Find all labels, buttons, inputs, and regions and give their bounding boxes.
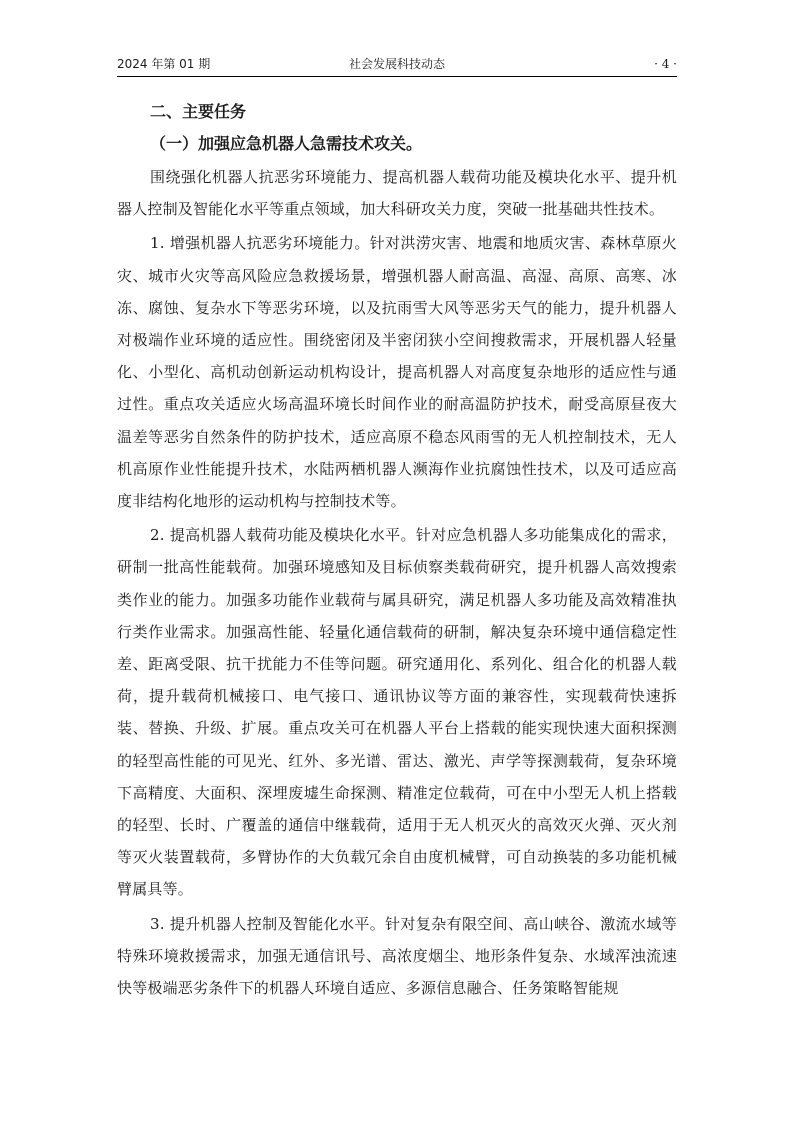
subsection-title: （一）加强应急机器人急需技术攻关。 [150,134,423,153]
page-header [117,56,677,77]
body-content [117,97,677,1004]
issue-label: 2024 年第 01 期 [117,57,211,71]
intro-paragraph: 围绕强化机器人抗恶劣环境能力、提高机器人载荷功能及模块化水平、提升机器人控制及智能化水平等重点领域，加大科研攻关力度，突破一批基础共性技术。 [117,168,677,219]
paragraph-3-control: 3. 提升机器人控制及智能化水平。针对复杂有限空间、高山峡谷、激流水域等特殊环境救援需求，加强无通信讯号、高浓度烟尘、地形条件复杂、水域浑浊流速快等极端恶劣条件下的机器人环境自适应、多源信息融合、任务策略智能规 [117,914,677,998]
paragraph-2-payload: 2. 提高机器人载荷功能及模块化水平。针对应急机器人多功能集成化的需求，研制一批高性能载荷。加强环境感知及目标侦察类载荷研究，提升机器人高效搜索类作业的能力。加强多功能作业载荷与属具研究，满足机器人多功能及高效精准执行类作业需求。加强高性能、轻量化通信载荷的研制，解决复杂环境中通信稳定性差、距离受限、抗干扰能力不佳等问题。研究通用化、系列化、组合化的机器人载荷，提升载荷机械接口、电气接口、通讯协议等方面的兼容性，实现载荷快速拆装、替换、升级、扩展。重点攻关可在机器人平台上搭载的能实现快速大面积探测的轻型高性能的可见光、红外、多光谱、雷达、激光、声学等探测载荷，复杂环境下高精度、大面积、深埋废墟生命探测、精准定位载荷，可在中小型无人机上搭载的轻型、长时、广覆盖的通信中继载荷，适用于无人机灭火的高效灭火弹、灭火剂等灭火装置载荷，多臂协作的大负载冗余自由度机械臂，可自动换装的多功能机械臂属具等。 [117,526,677,899]
journal-title: 社会发展科技动态 [348,57,445,71]
paragraph-1-environment: 1. 增强机器人抗恶劣环境能力。针对洪涝灾害、地震和地质灾害、森林草原火灾、城市火灾等高风险应急救援场景，增强机器人耐高温、高湿、高原、高寒、冰冻、腐蚀、复杂水下等恶劣环境，以及抗雨雪大风等恶劣天气的能力，提升机器人对极端作业环境的适应性。围绕密闭及半密闭狭小空间搜救需求，开展机器人轻量化、小型化、高机动创新运动机构设计，提高机器人对高度复杂地形的适应性与通过性。重点攻关适应火场高温环境长时间作业的耐高温防护技术，耐受高原昼夜大温差等恶劣自然条件的防护技术，适应高原不稳态风雨雪的无人机控制技术，无人机高原作业性能提升技术，水陆两栖机器人濒海作业抗腐蚀性技术，以及可适应高度非结构化地形的运动机构与控制技术等。 [117,234,677,511]
page-number: · 4 · [654,57,677,71]
section-title: 二、主要任务 [150,102,247,121]
